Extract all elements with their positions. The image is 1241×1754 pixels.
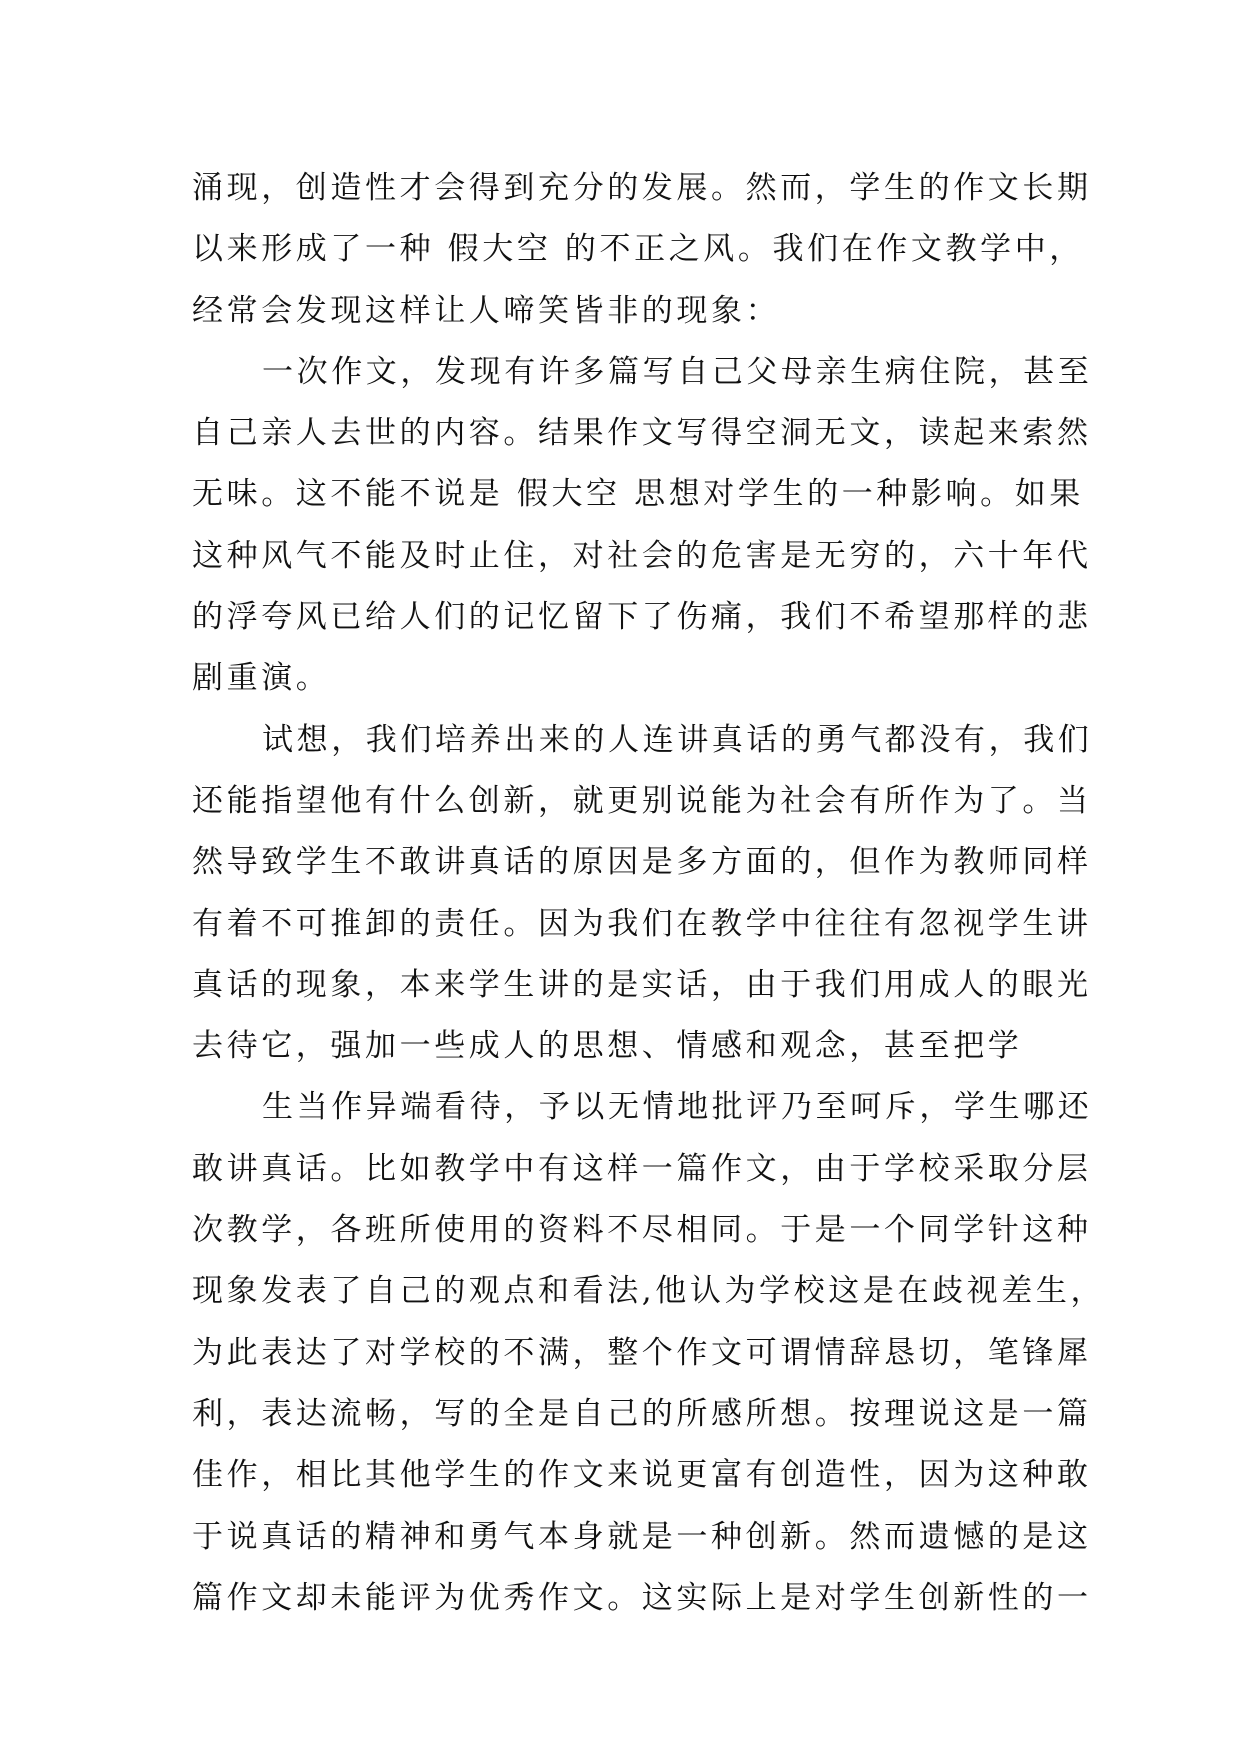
text-line: 还能指望他有什么创新，就更别说能为社会有所作为了。当: [192, 782, 1092, 819]
text-line: 于说真话的精神和勇气本身就是一种创新。然而遗憾的是这: [192, 1518, 1092, 1555]
text-line: 然导致学生不敢讲真话的原因是多方面的，但作为教师同样: [192, 844, 1092, 881]
text-line: 剧重演。: [192, 660, 331, 697]
text-line: 这种风气不能及时止住，对社会的危害是无穷的，六十年代: [192, 537, 1092, 574]
text-line: 佳作，相比其他学生的作文来说更富有创造性，因为这种敢: [192, 1457, 1092, 1494]
text-line: 次教学，各班所使用的资料不尽相同。于是一个同学针这种: [192, 1212, 1092, 1249]
text-line: 以来形成了一种 假大空 的不正之风。我们在作文教学中，: [192, 231, 1084, 268]
text-line: 自己亲人去世的内容。结果作文写得空洞无文，读起来索然: [192, 415, 1092, 452]
text-line: 无味。这不能不说是 假大空 思想对学生的一种影响。如果: [192, 476, 1084, 513]
text-line: 涌现，创造性才会得到充分的发展。然而，学生的作文长期: [192, 170, 1092, 206]
text-line: 去待它，强加一些成人的思想、情感和观念，甚至把学: [192, 1028, 1023, 1065]
text-line: 试想，我们培养出来的人连讲真话的勇气都没有，我们: [262, 721, 1093, 758]
text-line: 利，表达流畅，写的全是自己的所感所想。按理说这是一篇: [192, 1395, 1092, 1432]
text-line: 敢讲真话。比如教学中有这样一篇作文，由于学校采取分层: [192, 1150, 1092, 1187]
text-line: 有着不可推卸的责任。因为我们在教学中往往有忽视学生讲: [192, 905, 1092, 942]
text-line: 一次作文，发现有许多篇写自己父母亲生病住院，甚至: [262, 353, 1093, 390]
body-text: [192, 158, 1106, 1629]
text-line: 生当作异端看待，予以无情地批评乃至呵斥，学生哪还: [262, 1089, 1093, 1126]
text-line: 真话的现象，本来学生讲的是实话，由于我们用成人的眼光: [192, 966, 1092, 1003]
text-line: 经常会发现这样让人啼笑皆非的现象：: [192, 292, 781, 329]
text-line: 篇作文却未能评为优秀作文。这实际上是对学生创新性的一: [192, 1579, 1092, 1616]
text-line: 现象发表了自己的观点和看法,他认为学校这是在歧视差生，: [192, 1273, 1106, 1310]
text-line: 的浮夸风已给人们的记忆留下了伤痛，我们不希望那样的悲: [192, 599, 1092, 636]
text-line: 为此表达了对学校的不满，整个作文可谓情辞恳切，笔锋犀: [192, 1334, 1092, 1371]
